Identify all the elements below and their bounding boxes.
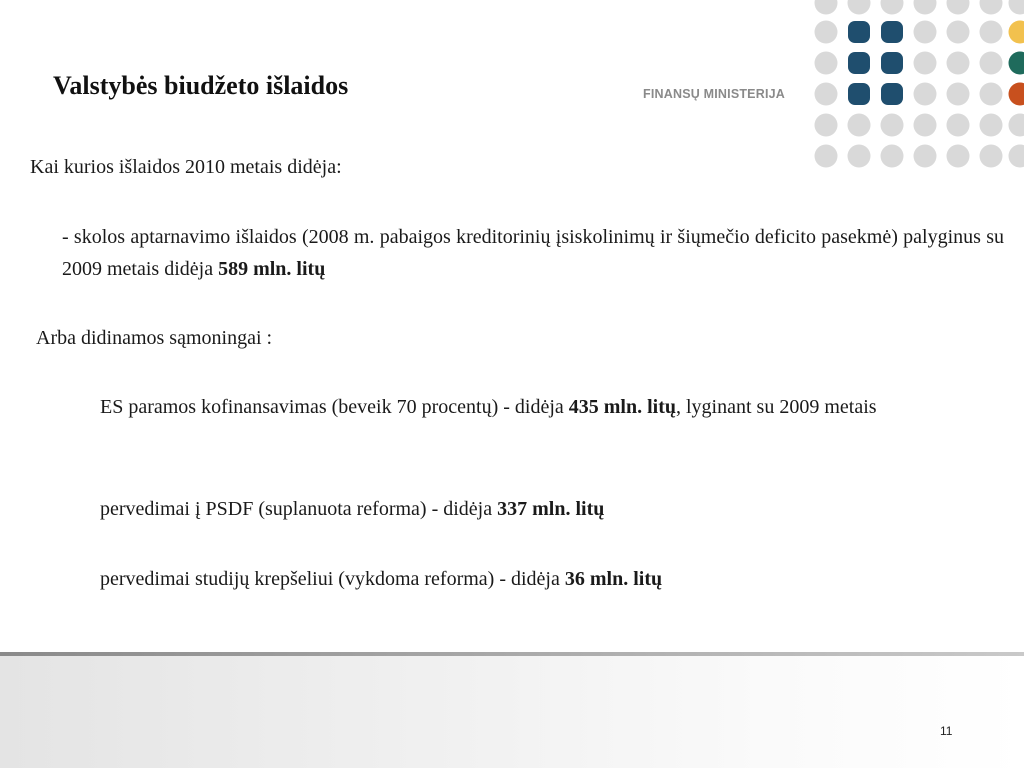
logo-round-dot bbox=[815, 21, 838, 44]
study-basket-amount: 36 mln. litų bbox=[564, 568, 663, 590]
slide-title: Valstybės biudžeto išlaidos bbox=[53, 71, 349, 100]
ministry-logo-text: FINANSŲ MINISTERIJA bbox=[643, 87, 786, 101]
logo-round-dot bbox=[980, 0, 1003, 15]
logo-round-dot bbox=[815, 52, 838, 75]
logo-round-dot bbox=[914, 0, 937, 15]
debt-service-paragraph bbox=[62, 221, 1004, 285]
logo-round-dot bbox=[914, 114, 937, 137]
logo-round-dot bbox=[914, 52, 937, 75]
logo-round-dot bbox=[1009, 21, 1024, 44]
deliberate-increase-text: Arba didinamos sąmoningai : bbox=[36, 327, 273, 349]
logo-round-dot bbox=[848, 114, 871, 137]
logo-square-dot bbox=[881, 83, 903, 105]
logo-round-dot bbox=[881, 0, 904, 15]
logo-round-dot bbox=[881, 114, 904, 137]
intro-text: Kai kurios išlaidos 2010 metais didėja: bbox=[30, 156, 342, 178]
footer-band bbox=[0, 653, 1024, 768]
logo-round-dot bbox=[815, 83, 838, 106]
logo-round-dot bbox=[1009, 145, 1024, 168]
logo-round-dot bbox=[947, 21, 970, 44]
logo-round-dot bbox=[947, 0, 970, 15]
logo-square-dot bbox=[848, 83, 870, 105]
logo-square-dot bbox=[881, 21, 903, 43]
logo-round-dot bbox=[815, 145, 838, 168]
logo-round-dot bbox=[815, 0, 838, 15]
logo-square-dot bbox=[881, 52, 903, 74]
logo-round-dot bbox=[947, 114, 970, 137]
logo-round-dot bbox=[980, 21, 1003, 44]
study-basket-text: pervedimai studijų krepšeliui (vykdoma reforma) - didėja bbox=[100, 568, 565, 590]
logo-round-dot bbox=[947, 83, 970, 106]
psdf-transfer-paragraph bbox=[100, 493, 1000, 525]
intro-paragraph bbox=[30, 151, 730, 183]
logo-round-dot bbox=[947, 145, 970, 168]
logo-round-dot bbox=[881, 145, 904, 168]
psdf-transfer-amount: 337 mln. litų bbox=[497, 498, 605, 520]
psdf-transfer-text: pervedimai į PSDF (suplanuota reforma) - didėja bbox=[100, 498, 498, 520]
logo-round-dot bbox=[1009, 83, 1024, 106]
eu-cofinancing-paragraph bbox=[62, 391, 1004, 423]
eu-cofinancing-suffix: , lyginant su 2009 metais bbox=[676, 396, 877, 418]
logo-round-dot bbox=[980, 83, 1003, 106]
logo-round-dot bbox=[1009, 114, 1024, 137]
debt-service-amount: 589 mln. litų bbox=[218, 258, 326, 280]
logo-round-dot bbox=[848, 0, 871, 15]
logo-round-dot bbox=[815, 114, 838, 137]
logo-round-dot bbox=[914, 83, 937, 106]
logo-square-dot bbox=[848, 52, 870, 74]
logo-round-dot bbox=[980, 145, 1003, 168]
logo-round-dot bbox=[914, 21, 937, 44]
logo-round-dot bbox=[980, 114, 1003, 137]
logo-square-dot bbox=[848, 21, 870, 43]
logo-round-dot bbox=[1009, 52, 1024, 75]
logo-round-dot bbox=[947, 52, 970, 75]
deliberate-increase-heading bbox=[36, 322, 736, 354]
logo-round-dot bbox=[980, 52, 1003, 75]
logo-round-dot bbox=[1009, 0, 1024, 15]
eu-cofinancing-amount: 435 mln. litų bbox=[568, 396, 676, 418]
logo-round-dot bbox=[914, 145, 937, 168]
page-number: 11 bbox=[940, 724, 953, 738]
debt-service-text: - skolos aptarnavimo išlaidos (2008 m. pabaigos kreditorinių įsiskolinimų ir šiųmečio deficito pasekmė) palyginus su 2009 metais didėja bbox=[62, 226, 1004, 280]
study-basket-paragraph bbox=[100, 563, 1000, 595]
footer-divider bbox=[0, 652, 1024, 656]
logo-round-dot bbox=[848, 145, 871, 168]
eu-cofinancing-text: ES paramos kofinansavimas (beveik 70 procentų) - didėja bbox=[100, 396, 569, 418]
